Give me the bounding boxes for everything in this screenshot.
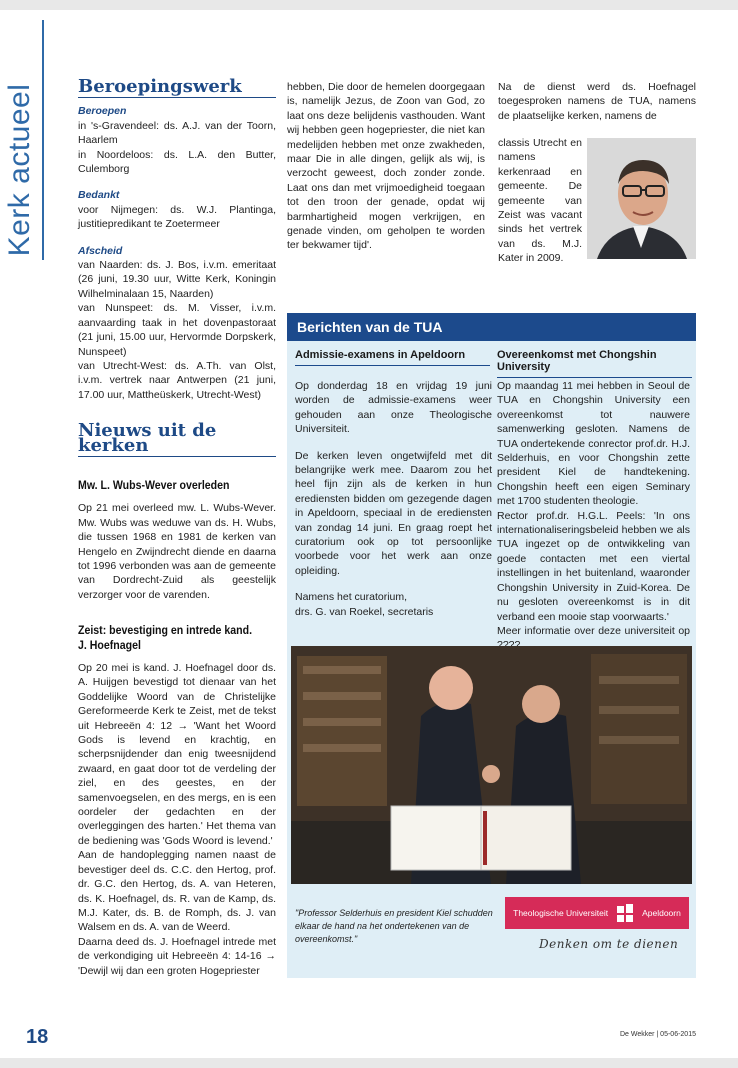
tua-header: Berichten van de TUA [287, 313, 696, 341]
tua-logo-icon [616, 904, 634, 922]
column-3 [498, 80, 696, 123]
article-2-text: Op 20 mei is kand. J. Hoefnagel door ds. A. Huijgen bevestigd tot dienaar van het Goddelijke Woord van de Christelijke Gereformeerde Kerk te Zeist, met de tekst uit Hebreeën 4: 12 → 'Want het Woord Gods is levend en krachtig, en scherpsnijdender dan enig tweesnijdend zwaard, en gaat door tot de verdeling der ziel, en des geestes, en der samenvoegselen, en des mergs, en is een oordeler der gedachten en der overleggingen des harten.' Het thema van de bediening was 'Gods Woord is levend.' [78, 662, 276, 847]
handshake-photo [291, 646, 692, 884]
beroepen-label: Beroepen [78, 105, 127, 118]
column-2 [287, 80, 485, 253]
tua-left-column [295, 379, 492, 619]
tua-left-paragraph: De kerken leven ongetwijfeld met dit belangrijke werk mee. Daarom zou het heel fijn zijn als de kerken in hun erediensten bidden om gezegende dagen in Apeldoorn, speciaal in de erediensten van zondag 14 juni. En graag roept het curatorium ook op tot persoonlijke voorbede voor het werk aan onze opleiding. [295, 449, 492, 577]
afscheid-item: van Nunspeet: ds. M. Visser, i.v.m. aanvaarding taak in het dovenpastoraat (21 juni, 15.00 uur, Hervormde Dorpskerk, Nunspeet) [78, 302, 276, 358]
logo-text-right: Apeldoorn [642, 908, 681, 918]
beroepen-text-2: in Noordeloos: ds. L.A. den Butter, Culemborg [78, 148, 276, 176]
column-1 [78, 76, 276, 978]
publication-footer: De Wekker | 05-06-2015 [619, 1031, 696, 1038]
article-2-continued: hebben, Die door de hemelen doorgegaan is, namelijk Jezus, de Zoon van God, zo laat ons deze belijdenis vasthouden. Want wij hebben geen hogepriester, die niet kan medelijden hebben met onze zwakheden, maar Die in alle dingen, gelijk als wij, is verzocht geweest, doch zonder zonde. Laat ons dan met vrijmoedigheid toegaan tot den troon der genade, opdat wij barmhartigheid mogen verkrijgen, en genade vinden, om geholpen te worden ter bekwamer tijd'. [287, 81, 485, 252]
tua-logo [505, 897, 689, 929]
handshake-photo-graphic [291, 646, 692, 884]
afscheid-item: van Naarden: ds. J. Bos, i.v.m. emeritaat (26 juni, 19.30 uur, Witte Kerk, Koningin Wilhelminalaan 15, Naarden) [78, 259, 276, 300]
article-2-closing-2: classis Utrecht en namens kerkenraad en gemeente. De gemeente van Zeist was vacant sinds het vertrek van ds. M.J. Kater in 2009. [498, 137, 582, 265]
tua-right-paragraph: Meer informatie over deze universiteit op [497, 624, 690, 637]
photo-caption: "Professor Selderhuis en president Kiel schudden elkaar de hand na het ondertekenen van de overeenkomst." [295, 908, 493, 944]
beroepingswerk-title: Beroepingswerk [78, 80, 276, 98]
tua-right-column [497, 379, 690, 653]
article-1-text: Op 21 mei overleed mw. L. Wubs-Wever. Mw. Wubs was weduwe van ds. H. Wubs, die tussen 1968 en 1981 de kerken van Hengelo en Zwijndrecht diende en daarna tot 1996 verbonden was aan de gemeente van Dordrecht-Zuid als geestelijk verzorger voor de varenden. [78, 502, 276, 601]
tua-left-signature-name: drs. G. van Roekel, secretaris [295, 605, 434, 618]
tua-left-signature: Namens het curatorium, [295, 591, 408, 604]
article-2-closing: Na de dienst werd ds. Hoefnagel toegesproken namens de TUA, namens de plaatselijke kerken, namens de [498, 81, 696, 122]
beroepen-text: in 's-Gravendeel: ds. A.J. van der Toorn, Haarlem [78, 119, 276, 147]
page-number: 18 [26, 1026, 49, 1048]
article-2-text-2: Aan de handoplegging namen naast de bevestiger deel ds. C.C. den Hertog, prof. dr. G.C. den Hertog, ds. A. van Heteren, ds. K. Hoefnagel, ds. R. van de Kamp, ds. M.J. Kater, ds. B. de Romph, ds. J. van Walsem en ds. A. van de Weerd. [78, 849, 276, 934]
article-2-text-3: Daarna deed ds. J. Hoefnagel intrede met de verkondiging uit Hebreeën 4: 14-16 → 'Dewijl wij dan een groten Hogepriester [78, 935, 276, 977]
bedankt-text: voor Nijmegen: ds. W.J. Plantinga, justitiepredikant te Zoetermeer [78, 203, 276, 231]
tua-news-box [287, 313, 696, 978]
afscheid-label: Afscheid [78, 244, 123, 257]
tua-right-title: Overeenkomst met Chongshin University [497, 349, 692, 378]
portrait-photo [587, 138, 696, 259]
section-label [0, 70, 40, 270]
tua-left-title: Admissie-examens in Apeldoorn [295, 349, 490, 366]
section-label-text: Kerk actueel [3, 83, 36, 257]
bedankt-label: Bedankt [78, 189, 120, 202]
portrait-photo-graphic [587, 138, 696, 259]
column-3-narrow [498, 136, 582, 266]
logo-text-left: Theologische Universiteit [513, 908, 609, 918]
section-divider-line [42, 20, 44, 260]
tua-right-paragraph: Op maandag 11 mei hebben in Seoul de TUA en Chongshin University een overeenkomst tot nauwere samenwerking gesloten. Namens de TUA ondertekende conrector prof.dr. H.J. Selderhuis, en voor Chongshin zette president Kiel de handtekening. Chongshin heeft een eigen Seminary met 1700 studenten theologie. [497, 380, 690, 508]
article-2-title: Zeist: bevestiging en intrede kand. J. Hoefnagel [78, 625, 253, 652]
tua-left-paragraph: Op donderdag 18 en vrijdag 19 juni worden de admissie-examens weer gehouden aan onze Theologische Universiteit. [295, 380, 492, 436]
tua-right-paragraph: Rector prof.dr. H.G.L. Peels: 'In ons internationaliseringsbeleid hebben we als TUA ingezet op de ontwikkeling van goede contacten met een viertal instellingen in het buitenland, waaronder Chongshin University in Zuid-Korea. De nu gesloten overeenkomst is in dit verband een mooie stap voorwaarts.' [497, 509, 690, 623]
article-1-title: Mw. L. Wubs-Wever overleden [78, 479, 230, 492]
nieuws-title: Nieuws uit de kerken [78, 424, 276, 457]
afscheid-item: van Utrecht-West: ds. A.Th. van Olst, i.v.m. vertrek naar Antwerpen (21 juni, 17.00 uur, Mattheüskerk, Utrecht-West) [78, 359, 276, 401]
tua-motto: Denken om te dienen [539, 937, 679, 951]
magazine-page [0, 10, 738, 1058]
